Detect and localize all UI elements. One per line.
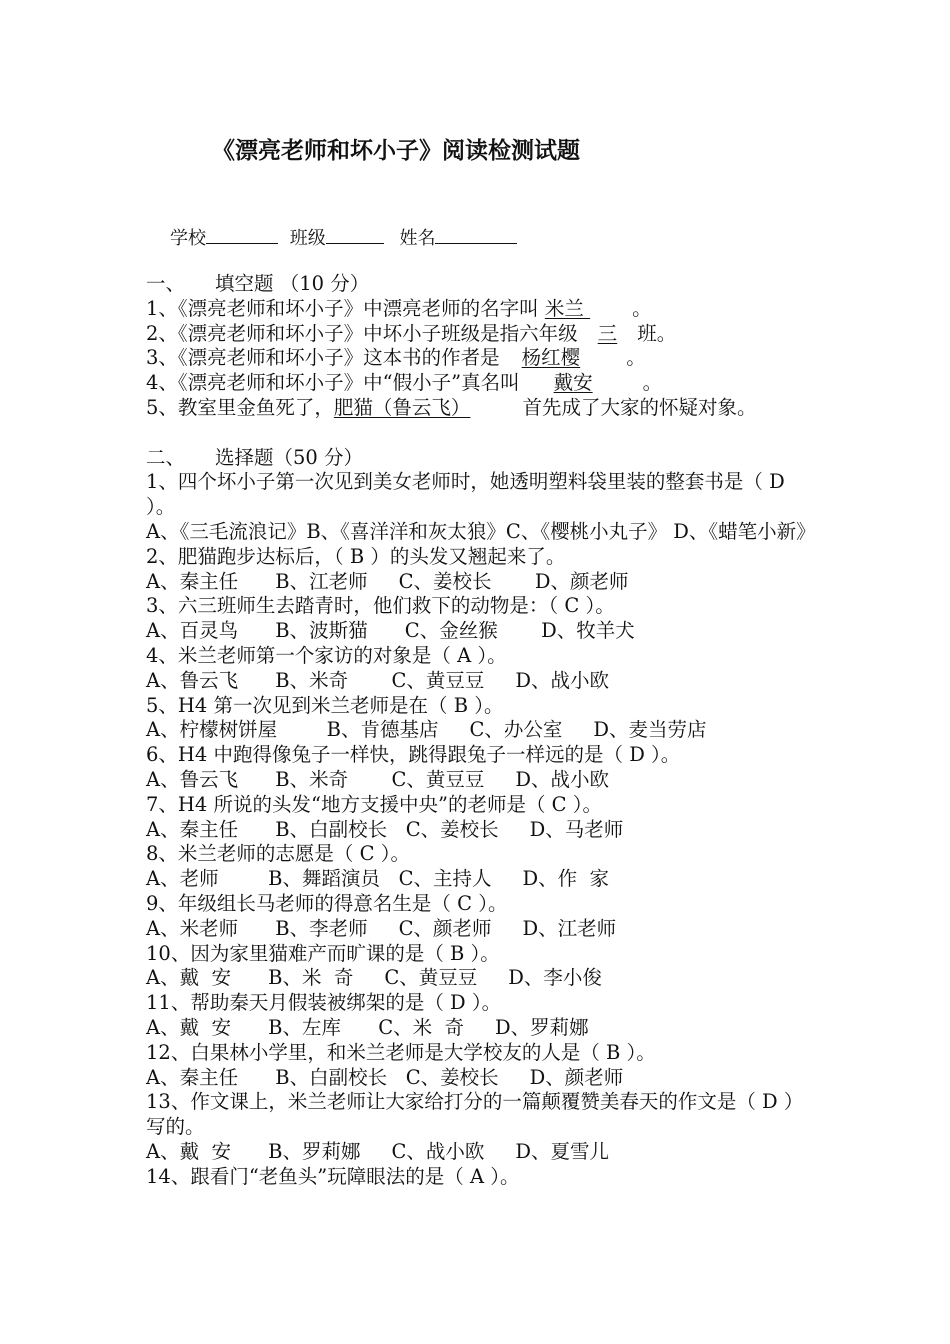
question-12: 12、白果林小学里，和米兰老师是大学校友的人是（ B ）。 (146, 1040, 656, 1064)
section-1-title: 填空题 （10 分） (215, 272, 370, 295)
question-1-options: A、《三毛流浪记》B、《喜洋洋和灰太狼》C、《樱桃小丸子》 D、《蜡笔小新》 (146, 519, 816, 543)
question-1: 1、四个坏小子第一次见到美女老师时，她透明塑料袋里装的整套书是（ D ）。 (146, 470, 785, 519)
fill-item-answer: 肥猫（鲁云飞） (333, 395, 471, 419)
fill-item-answer: 三 (597, 321, 618, 345)
question-4-options: A、鲁云飞 B、米奇 C、黄豆豆 D、战小欧 (146, 668, 610, 692)
question-3-options: A、百灵鸟 B、波斯猫 C、金丝猴 D、牧羊犬 (146, 619, 635, 643)
question-11: 11、帮助秦天月假装被绑架的是（ D ）。 (146, 991, 502, 1015)
student-info-row (170, 224, 517, 250)
fill-item-answer: 杨红樱 (521, 346, 581, 370)
class-label: 班级 (289, 228, 326, 249)
exam-content (146, 272, 814, 1189)
fill-item-3 (146, 346, 814, 371)
school-blank[interactable] (206, 225, 278, 244)
question-3: 3、六三班师生去踏青时，他们救下的动物是：（ C ）。 (146, 594, 615, 618)
fill-item-5 (146, 396, 814, 421)
page-title: 《漂亮老师和坏小子》阅读检测试题 (212, 137, 580, 164)
question-4: 4、米兰老师第一个家访的对象是（ A ）。 (146, 643, 507, 667)
question-8-options: A、老师 B、舞蹈演员 C、主持人 D、作 家 (146, 867, 610, 891)
question-9-options: A、米老师 B、李老师 C、颜老师 D、江老师 (146, 916, 617, 940)
fill-item-text: 班。 (637, 321, 677, 345)
school-label: 学校 (170, 228, 206, 249)
fill-item-answer: 米兰 (544, 296, 591, 320)
question-2: 2、肥猫跑步达标后，（ B ）的头发又翘起来了。 (146, 544, 566, 568)
section-2-number: 二、 (146, 445, 186, 469)
question-10-options: A、戴 安 B、米 奇 C、黄豆豆 D、李小俊 (146, 966, 602, 990)
section-1-number: 一、 (146, 272, 186, 295)
name-blank[interactable] (435, 225, 517, 244)
fill-item-answer: 戴安 (553, 371, 593, 395)
fill-item-4 (146, 371, 814, 396)
question-5-options: A、柠檬树饼屋 B、肯德基店 C、办公室 D、麦当劳店 (146, 718, 707, 742)
fill-item-text: 3、《漂亮老师和坏小子》这本书的作者是 (146, 346, 500, 370)
fill-item-text: 首先成了大家的怀疑对象。 (522, 395, 757, 419)
question-12-options: A、秦主任 B、白副校长 C、姜校长 D、颜老师 (146, 1065, 624, 1089)
question-10: 10、因为家里猫难产而旷课的是（ B ）。 (146, 941, 500, 965)
question-13: 13、作文课上，米兰老师让大家给打分的一篇颠覆赞美春天的作文是（ D ）写的。 (146, 1090, 804, 1139)
fill-item-text: 5、教室里金鱼死了， (146, 395, 334, 419)
question-11-options: A、戴 安 B、左库 C、米 奇 D、罗莉娜 (146, 1015, 589, 1039)
section-2-title: 选择题（50 分） (215, 445, 364, 469)
fill-item-2 (146, 322, 814, 347)
question-9: 9、年级组长马老师的得意名生是（ C ）。 (146, 891, 508, 915)
name-label: 姓名 (399, 228, 436, 249)
question-14: 14、跟看门“老鱼头”玩障眼法的是（ A ）。 (146, 1164, 520, 1188)
fill-item-text: 。 (642, 371, 663, 395)
question-7-options: A、秦主任 B、白副校长 C、姜校长 D、马老师 (146, 817, 624, 841)
section-2-heading (146, 446, 814, 471)
question-7: 7、H4 所说的头发“地方支援中央”的老师是（ C ）。 (146, 792, 603, 816)
question-13-options: A、戴 安 B、罗莉娜 C、战小欧 D、夏雪儿 (146, 1139, 610, 1163)
fill-item-text: 4、《漂亮老师和坏小子》中“假小子”真名叫 (146, 371, 520, 395)
fill-item-text: 。 (632, 296, 652, 320)
class-blank[interactable] (326, 225, 384, 244)
fill-item-text: 。 (626, 346, 646, 370)
fill-item-1 (146, 297, 814, 322)
question-6: 6、H4 中跑得像兔子一样快，跳得跟兔子一样远的是（ D ）。 (146, 743, 681, 767)
question-2-options: A、秦主任 B、江老师 C、姜校长 D、颜老师 (146, 569, 629, 593)
fill-item-text: 2、《漂亮老师和坏小子》中坏小子班级是指六年级 (146, 321, 578, 345)
question-5: 5、H4 第一次见到米兰老师是在（ B ）。 (146, 693, 504, 717)
question-6-options: A、鲁云飞 B、米奇 C、黄豆豆 D、战小欧 (146, 767, 610, 791)
question-8: 8、米兰老师的志愿是（ C ）。 (146, 842, 410, 866)
fill-item-text: 1、《漂亮老师和坏小子》中漂亮老师的名字叫 (146, 296, 545, 320)
section-1-heading (146, 272, 814, 297)
